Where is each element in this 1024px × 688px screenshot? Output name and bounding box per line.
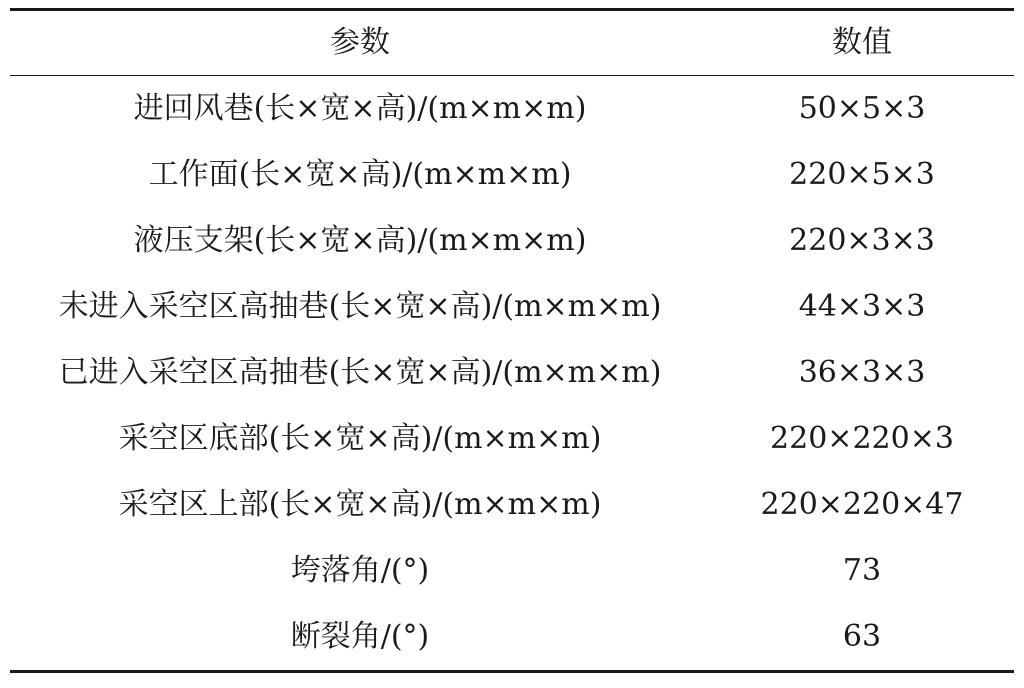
table-header-row	[10, 10, 1014, 76]
value-cell: 220×220×3	[770, 421, 954, 456]
table-row	[10, 208, 1014, 274]
value-cell: 220×220×47	[760, 487, 964, 522]
param-cell: 断裂角/(°)	[290, 619, 430, 654]
param-cell: 未进入采空区高抽巷(长×宽×高)/(m×m×m)	[58, 289, 662, 324]
header-parameter: 参数	[330, 25, 390, 60]
table-row	[10, 472, 1014, 538]
parameter-table	[10, 8, 1014, 673]
value-cell: 220×5×3	[789, 157, 935, 192]
table-row	[10, 274, 1014, 340]
param-cell: 采空区底部(长×宽×高)/(m×m×m)	[118, 421, 602, 456]
param-cell: 已进入采空区高抽巷(长×宽×高)/(m×m×m)	[58, 355, 662, 390]
param-cell: 工作面(长×宽×高)/(m×m×m)	[148, 157, 572, 192]
param-cell: 进回风巷(长×宽×高)/(m×m×m)	[133, 91, 587, 126]
value-cell: 44×3×3	[798, 289, 926, 324]
table-row	[10, 604, 1014, 672]
table-row	[10, 538, 1014, 604]
table-row	[10, 340, 1014, 406]
value-cell: 220×3×3	[789, 223, 935, 258]
table-row	[10, 406, 1014, 472]
value-cell: 73	[842, 553, 882, 588]
value-cell: 50×5×3	[798, 91, 926, 126]
param-cell: 液压支架(长×宽×高)/(m×m×m)	[133, 223, 587, 258]
param-cell: 采空区上部(长×宽×高)/(m×m×m)	[118, 487, 602, 522]
value-cell: 63	[842, 619, 882, 654]
header-value: 数值	[832, 25, 892, 60]
value-cell: 36×3×3	[798, 355, 926, 390]
table-row	[10, 76, 1014, 143]
param-cell: 垮落角/(°)	[290, 553, 430, 588]
parameter-table-container	[10, 8, 1014, 673]
table-row	[10, 142, 1014, 208]
